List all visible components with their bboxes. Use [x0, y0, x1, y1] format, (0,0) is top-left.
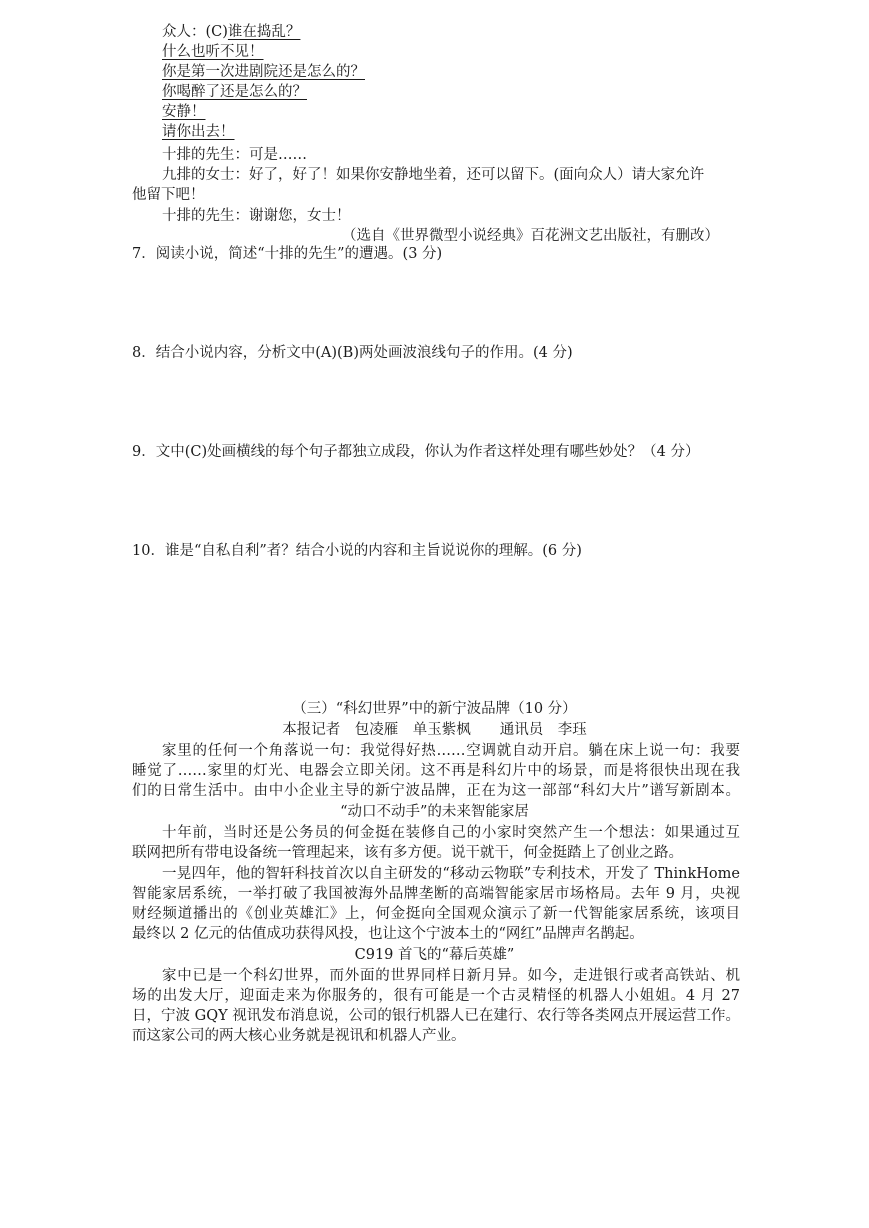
- crowd-line-6: 请你出去！: [162, 124, 235, 140]
- crowd-line-text: 谁在捣乱？: [227, 24, 301, 40]
- para4-line-1: 家中已是一个科幻世界，而外面的世界同样日新月异。如今，走进银行或者高铁站、机: [162, 968, 740, 984]
- para3-line-2: 智能家居系统，一举打破了我国被海外品牌垄断的高端智能家居市场格局。去年 9 月，央视: [132, 886, 740, 902]
- question-9: 9．文中(C)处画横线的每个句子都独立成段，你认为作者这样处理有哪些妙处？（4 分）: [132, 444, 700, 460]
- para2-line-1: 十年前，当时还是公务员的何金挺在装修自己的小家时突然产生一个想法：如果通过互: [162, 825, 740, 841]
- article-title: （三）“科幻世界”中的新宁波品牌（10 分）: [292, 701, 577, 717]
- para3-line-3: 财经频道播出的《创业英雄汇》上，何金挺向全国观众演示了新一代智能家居系统，该项目: [132, 906, 740, 922]
- question-8: 8．结合小说内容，分析文中(A)(B)两处画波浪线句子的作用。(4 分): [132, 345, 573, 361]
- para3-line-1: 一晃四年，他的智轩科技首次以自主研发的“移动云物联”专利技术，开发了 ThinkHome: [162, 866, 740, 882]
- para3-line-4: 最终以 2 亿元的估值成功获得风投，也让这个宁波本土的“网红”品牌声名鹊起。: [132, 926, 644, 942]
- question-10: 10．谁是“自私自利”者？结合小说的内容和主旨说说你的理解。(6 分): [132, 543, 582, 559]
- lady-line-a: 九排的女士：好了，好了！如果你安静地坐着，还可以留下。(面向众人）请大家允许: [162, 167, 705, 183]
- subhead-c919: C919 首飞的“幕后英雄”: [354, 947, 515, 963]
- lady-line-b: 他留下吧！: [132, 187, 205, 203]
- article-byline: 本报记者 包凌雁 单玉紫枫 通讯员 李珏: [282, 722, 587, 738]
- para4-line-4: 而这家公司的两大核心业务就是视讯和机器人产业。: [132, 1028, 466, 1044]
- man-line-1: 十排的先生：可是……: [162, 147, 307, 163]
- para1-line-2: 睡觉了……家里的灯光、电器会立即关闭。这不再是科幻片中的场景，而是将很快出现在我: [132, 763, 740, 779]
- crowd-marker: (C): [205, 24, 228, 40]
- crowd-line-2: 什么也听不见！: [162, 44, 264, 60]
- question-7: 7．阅读小说，简述“十排的先生”的遭遇。(3 分): [132, 246, 443, 262]
- para2-line-2: 联网把所有带电设备统一管理起来，该有多方便。说干就干，何金挺踏上了创业之路。: [132, 845, 683, 861]
- man-line-2: 十排的先生：谢谢您，女士！: [162, 208, 351, 224]
- crowd-line-4: 你喝醉了还是怎么的？: [162, 84, 307, 100]
- crowd-line-3: 你是第一次进剧院还是怎么的？: [162, 64, 365, 80]
- crowd-line-5: 安静！: [162, 104, 206, 120]
- para1-line-1: 家里的任何一个角落说一句：我觉得好热……空调就自动开启。躺在床上说一句：我要: [162, 743, 740, 759]
- para4-line-2: 场的出发大厅，迎面走来为你服务的，很有可能是一个古灵精怪的机器人小姐姐。4 月 27: [132, 988, 740, 1004]
- subhead-smart-home: “动口不动手”的未来智能家居: [340, 804, 529, 820]
- para1-line-3: 们的日常生活中。由中小企业主导的新宁波品牌，正在为这一部部“科幻大片”谱写新剧本。: [132, 783, 740, 799]
- crowd-speaker: 众人：: [162, 24, 206, 40]
- crowd-line-1: [162, 22, 300, 42]
- para4-line-3: 日，宁波 GQY 视讯发布消息说，公司的银行机器人已在建行、农行等各类网点开展运营工作。: [132, 1008, 740, 1024]
- source-citation: （选自《世界微型小说经典》百花洲文艺出版社，有删改）: [342, 228, 719, 244]
